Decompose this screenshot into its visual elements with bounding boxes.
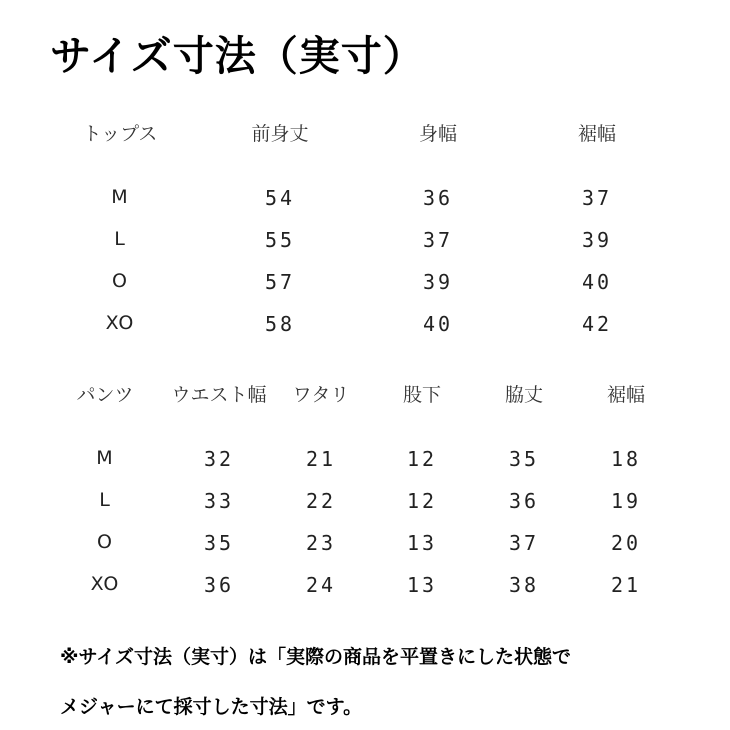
- tops-header-width: 身幅: [418, 123, 457, 145]
- tops-cell: 39: [422, 270, 454, 294]
- pants-header-side-length: 脇丈: [504, 384, 543, 406]
- pants-cell: 21: [305, 447, 337, 471]
- tops-cell: 40: [422, 312, 454, 336]
- tops-header-item: トップス: [82, 123, 158, 145]
- pants-size-label: M: [96, 447, 114, 469]
- pants-cell: 20: [610, 531, 642, 555]
- pants-cell: 23: [305, 531, 337, 555]
- pants-cell: 13: [406, 573, 438, 597]
- pants-cell: 32: [203, 447, 235, 471]
- tops-cell: 39: [581, 228, 613, 252]
- pants-cell: 38: [508, 573, 540, 597]
- tops-cell: 54: [264, 186, 296, 210]
- tops-size-label: L: [114, 228, 126, 250]
- tops-cell: 40: [581, 270, 613, 294]
- pants-header-waist: ウエスト幅: [171, 384, 267, 406]
- tops-header-hem: 裾幅: [577, 123, 616, 145]
- pants-cell: 18: [610, 447, 642, 471]
- tops-header-length: 前身丈: [251, 123, 309, 145]
- tops-cell: 57: [264, 270, 296, 294]
- pants-size-label: L: [99, 489, 111, 511]
- pants-header-inseam: 股下: [402, 384, 441, 406]
- footnote-line-1: ※サイズ寸法（実寸）は「実際の商品を平置きにした状態で: [60, 646, 571, 668]
- pants-cell: 22: [305, 489, 337, 513]
- tops-cell: 42: [581, 312, 613, 336]
- pants-cell: 12: [406, 489, 438, 513]
- pants-header-thigh: ワタリ: [292, 384, 350, 406]
- page-title: サイズ寸法（実寸）: [50, 32, 425, 80]
- pants-cell: 13: [406, 531, 438, 555]
- tops-cell: 36: [422, 186, 454, 210]
- pants-cell: 36: [508, 489, 540, 513]
- pants-cell: 35: [508, 447, 540, 471]
- tops-cell: 37: [581, 186, 613, 210]
- pants-size-label: O: [97, 531, 113, 553]
- tops-cell: 37: [422, 228, 454, 252]
- pants-cell: 36: [203, 573, 235, 597]
- tops-size-label: XO: [105, 312, 135, 334]
- pants-cell: 37: [508, 531, 540, 555]
- footnote-line-2: メジャーにて採寸した寸法」です。: [60, 696, 363, 718]
- pants-cell: 12: [406, 447, 438, 471]
- tops-cell: 58: [264, 312, 296, 336]
- pants-cell: 21: [610, 573, 642, 597]
- tops-size-label: M: [111, 186, 129, 208]
- pants-header-hem: 裾幅: [606, 384, 645, 406]
- pants-size-label: XO: [90, 573, 120, 595]
- pants-header-item: パンツ: [76, 384, 134, 406]
- pants-cell: 35: [203, 531, 235, 555]
- pants-cell: 24: [305, 573, 337, 597]
- tops-size-label: O: [112, 270, 128, 292]
- pants-cell: 33: [203, 489, 235, 513]
- tops-cell: 55: [264, 228, 296, 252]
- pants-cell: 19: [610, 489, 642, 513]
